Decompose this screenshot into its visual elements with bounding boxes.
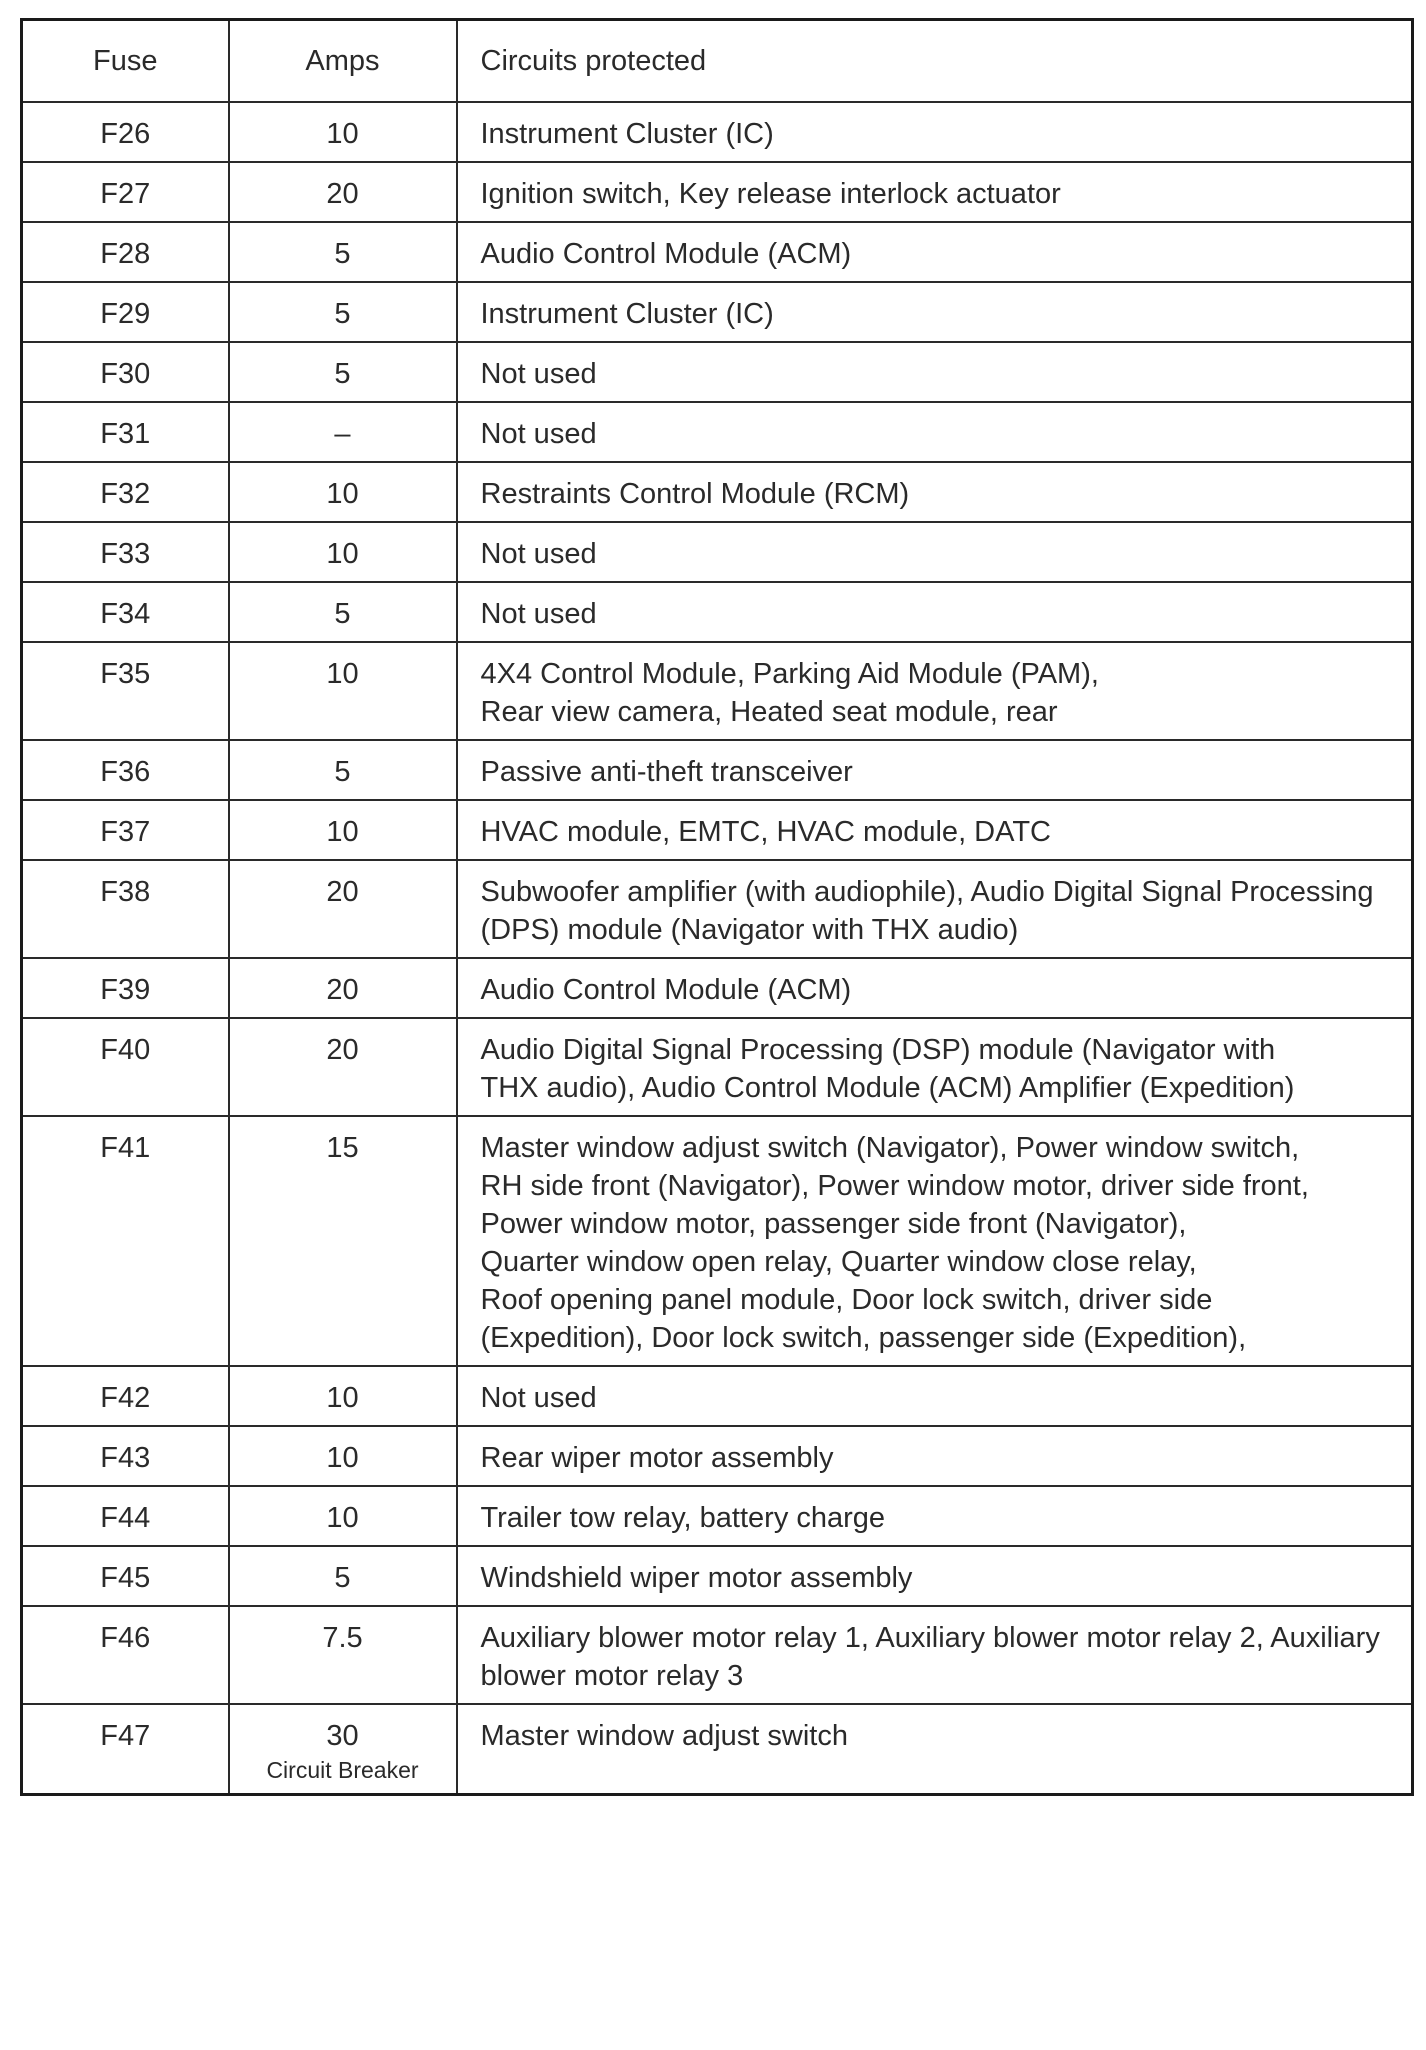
amps-cell: [229, 402, 457, 462]
table-row: [22, 642, 1413, 740]
amps-value: 15: [326, 1132, 359, 1164]
circuits-cell: Master window adjust switch: [457, 1704, 1413, 1795]
header-amps: Amps: [229, 20, 457, 103]
circuits-cell: Not used: [457, 1366, 1413, 1426]
fuse-cell: F45: [22, 1546, 229, 1606]
amps-cell: [229, 1704, 457, 1795]
amps-cell: [229, 642, 457, 740]
table-row: [22, 1366, 1413, 1426]
table-row: [22, 1546, 1413, 1606]
amps-value: 5: [334, 238, 351, 270]
table-row: [22, 282, 1413, 342]
table-row: [22, 860, 1413, 958]
table-row: [22, 1486, 1413, 1546]
amps-cell: [229, 1366, 457, 1426]
amps-value: 5: [334, 756, 351, 788]
amps-cell: [229, 102, 457, 162]
fuse-cell: F43: [22, 1426, 229, 1486]
circuits-cell: Subwoofer amplifier (with audiophile), Audio Digital Signal Processing (DPS) module (Navigator with THX audio): [457, 860, 1413, 958]
table-row: [22, 1018, 1413, 1116]
amps-cell: [229, 222, 457, 282]
circuits-cell: Not used: [457, 402, 1413, 462]
table-row: [22, 1704, 1413, 1795]
fuse-cell: F41: [22, 1116, 229, 1366]
fuse-cell: F40: [22, 1018, 229, 1116]
fuse-cell: F36: [22, 740, 229, 800]
amps-value: 10: [326, 118, 359, 150]
table-row: [22, 522, 1413, 582]
amps-cell: [229, 800, 457, 860]
fuse-cell: F26: [22, 102, 229, 162]
amps-value: 5: [334, 358, 351, 390]
amps-note: Circuit Breaker: [266, 1757, 419, 1783]
table-row: [22, 162, 1413, 222]
circuits-cell: Rear wiper motor assembly: [457, 1426, 1413, 1486]
table-row: [22, 102, 1413, 162]
table-row: [22, 1116, 1413, 1366]
fuse-cell: F42: [22, 1366, 229, 1426]
amps-cell: [229, 1018, 457, 1116]
table-row: [22, 1606, 1413, 1704]
amps-cell: [229, 162, 457, 222]
header-circuits: Circuits protected: [457, 20, 1413, 103]
circuits-cell: 4X4 Control Module, Parking Aid Module (PAM), Rear view camera, Heated seat module, rear: [457, 642, 1413, 740]
circuits-cell: Restraints Control Module (RCM): [457, 462, 1413, 522]
fuse-cell: F33: [22, 522, 229, 582]
table-body: [22, 102, 1413, 1795]
table-row: [22, 740, 1413, 800]
circuits-cell: Instrument Cluster (IC): [457, 282, 1413, 342]
fuse-table: [20, 18, 1414, 1796]
circuits-cell: Trailer tow relay, battery charge: [457, 1486, 1413, 1546]
amps-cell: [229, 1546, 457, 1606]
amps-value: 5: [334, 298, 351, 330]
amps-cell: [229, 1426, 457, 1486]
fuse-cell: F39: [22, 958, 229, 1018]
circuits-cell: Ignition switch, Key release interlock actuator: [457, 162, 1413, 222]
fuse-cell: F31: [22, 402, 229, 462]
circuits-cell: Windshield wiper motor assembly: [457, 1546, 1413, 1606]
amps-value: 20: [326, 876, 359, 908]
circuits-cell: Audio Digital Signal Processing (DSP) module (Navigator with THX audio), Audio Control Module (ACM) Amplifier (Expedition): [457, 1018, 1413, 1116]
table-row: [22, 1426, 1413, 1486]
amps-value: 10: [326, 1382, 359, 1414]
table-row: [22, 582, 1413, 642]
circuits-cell: Instrument Cluster (IC): [457, 102, 1413, 162]
header-row: [22, 20, 1413, 103]
amps-cell: [229, 958, 457, 1018]
amps-cell: [229, 342, 457, 402]
fuse-cell: F37: [22, 800, 229, 860]
amps-value: 10: [326, 478, 359, 510]
fuse-cell: F34: [22, 582, 229, 642]
header-fuse: Fuse: [22, 20, 229, 103]
amps-cell: [229, 740, 457, 800]
circuits-cell: Not used: [457, 582, 1413, 642]
circuits-cell: HVAC module, EMTC, HVAC module, DATC: [457, 800, 1413, 860]
amps-cell: [229, 282, 457, 342]
fuse-cell: F35: [22, 642, 229, 740]
amps-value: 10: [326, 1442, 359, 1474]
table-row: [22, 462, 1413, 522]
table-header: [22, 20, 1413, 103]
amps-value: 10: [326, 816, 359, 848]
amps-value: 30: [326, 1720, 359, 1752]
table-row: [22, 402, 1413, 462]
circuits-cell: Audio Control Module (ACM): [457, 958, 1413, 1018]
amps-value: 5: [334, 1562, 351, 1594]
table-row: [22, 800, 1413, 860]
amps-value: 10: [326, 658, 359, 690]
table-row: [22, 222, 1413, 282]
fuse-cell: F47: [22, 1704, 229, 1795]
table-row: [22, 342, 1413, 402]
amps-value: 5: [334, 598, 351, 630]
fuse-cell: F44: [22, 1486, 229, 1546]
circuits-cell: Master window adjust switch (Navigator), Power window switch, RH side front (Navigator), Power window motor, driver side front, Power window motor, passenger side front (Navigator), Quarter window open relay, Quarter window close relay, Roof opening panel module, Door lock switch, driver side (Expedition), Door lock switch, passenger side (Expedition),: [457, 1116, 1413, 1366]
table-row: [22, 958, 1413, 1018]
amps-value: 20: [326, 974, 359, 1006]
circuits-cell: Audio Control Module (ACM): [457, 222, 1413, 282]
circuits-cell: Not used: [457, 342, 1413, 402]
amps-value: 7.5: [322, 1622, 363, 1654]
amps-cell: [229, 1486, 457, 1546]
amps-cell: [229, 582, 457, 642]
amps-cell: [229, 1606, 457, 1704]
amps-cell: [229, 860, 457, 958]
fuse-cell: F28: [22, 222, 229, 282]
amps-cell: [229, 1116, 457, 1366]
fuse-cell: F29: [22, 282, 229, 342]
amps-value: 20: [326, 178, 359, 210]
fuse-cell: F30: [22, 342, 229, 402]
fuse-cell: F38: [22, 860, 229, 958]
circuits-cell: Passive anti-theft transceiver: [457, 740, 1413, 800]
fuse-cell: F32: [22, 462, 229, 522]
circuits-cell: Not used: [457, 522, 1413, 582]
fuse-cell: F46: [22, 1606, 229, 1704]
amps-value: 10: [326, 1502, 359, 1534]
amps-value: 10: [326, 538, 359, 570]
amps-value: 20: [326, 1034, 359, 1066]
amps-value: –: [334, 418, 351, 450]
circuits-cell: Auxiliary blower motor relay 1, Auxiliary blower motor relay 2, Auxiliary blower motor relay 3: [457, 1606, 1413, 1704]
amps-cell: [229, 522, 457, 582]
fuse-cell: F27: [22, 162, 229, 222]
amps-cell: [229, 462, 457, 522]
